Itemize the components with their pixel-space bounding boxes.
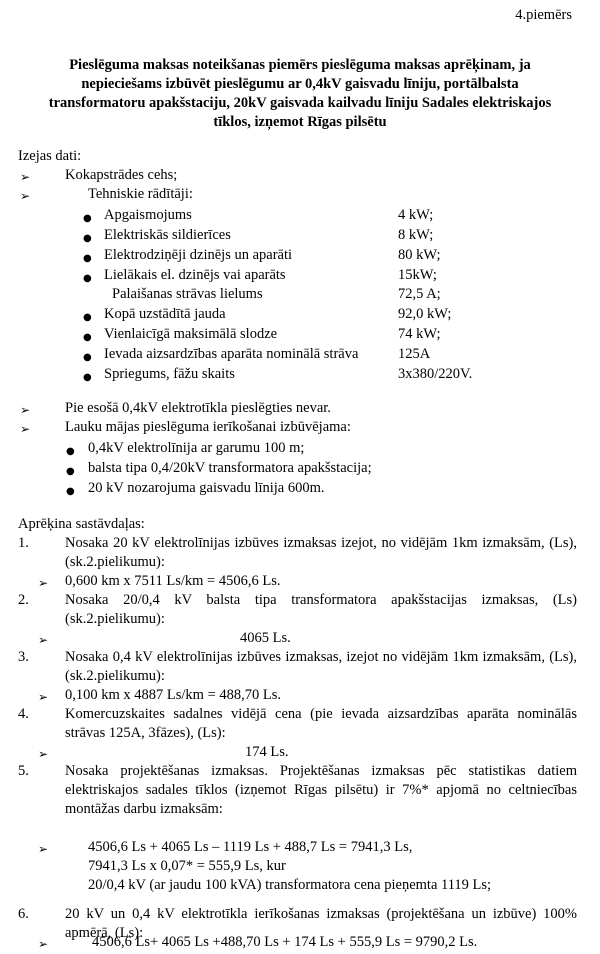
param-label: Lielākais el. dzinējs vai aparāts (104, 267, 286, 283)
param-value: 8 kW; (398, 227, 434, 243)
title-line: transformatoru apakšstaciju, 20kV gaisvada kailvadu līniju Sadales elektriskajos (48, 95, 552, 111)
step-text: Nosaka 20 kV elektrolīnijas izbūves izmaksas izejot, no vidējām 1km izmaksām, (Ls), (sk.2.pielikumu): (65, 535, 577, 570)
step-result: 4506,6 Ls+ 4065 Ls +488,70 Ls + 174 Ls + 555,9 Ls = 9790,2 Ls. (92, 934, 478, 950)
arrow-icon: ➢ (38, 576, 49, 590)
build-item: 0,4kV elektrolīnija ar garumu 100 m; (88, 440, 305, 456)
arrow-icon: ➢ (38, 690, 49, 704)
step-number: 6. (18, 906, 29, 922)
param-label: Ievada aizsardzības aparāta nominālā strāva (104, 346, 359, 362)
arrow-icon: ➢ (20, 422, 31, 436)
bullet-icon: ● (83, 312, 92, 323)
title-line: nepieciešams izbūvēt pieslēgumu ar 0,4kV gaisvadu līniju, portālbalsta (81, 76, 519, 92)
input-item: Pie esošā 0,4kV elektrotīkla pieslēgties nevar. (65, 400, 331, 416)
step-result: 0,100 km x 4887 Ls/km = 488,70 Ls. (65, 687, 282, 703)
arrow-icon: ➢ (38, 842, 49, 856)
step-result-line: 20/0,4 kV (ar jaudu 100 kVA) transformatora cena pieņemta 1119 Ls; (88, 877, 492, 893)
param-label: Elektriskās sildierīces (104, 227, 231, 243)
calc-heading: Aprēķina sastāvdaļas: (18, 516, 145, 532)
input-item: Lauku mājas pieslēguma ierīkošanai izbūvējama: (65, 419, 351, 435)
arrow-icon: ➢ (20, 170, 31, 184)
step-text: 20 kV un 0,4 kV elektrotīkla ierīkošanas izmaksas (projektēšana un izbūve) 100% apmērā, (Ls): (65, 906, 577, 941)
param-value: 3x380/220V. (398, 366, 473, 382)
param-label: Spriegums, fāžu skaits (104, 366, 235, 382)
bullet-icon: ● (83, 352, 92, 363)
step-text: Komercuzskaites sadalnes vidējā cena (pie ievada aizsardzības aparāta nominālās strāvas 125A, 3fāzes), (Ls): (65, 706, 577, 741)
title-line: Pieslēguma maksas noteikšanas piemērs pieslēguma maksas aprēķinam, ja (69, 57, 531, 73)
arrow-icon: ➢ (38, 633, 49, 647)
param-label: Palaišanas strāvas lielums (112, 286, 263, 302)
input-heading: Izejas dati: (18, 148, 82, 164)
step-number: 4. (18, 706, 29, 722)
arrow-icon: ➢ (38, 937, 49, 951)
bullet-icon: ● (83, 213, 92, 224)
bullet-icon: ● (83, 372, 92, 383)
document-title (20, 56, 580, 132)
title-line: tīklos, izņemot Rīgas pilsētu (213, 114, 387, 130)
param-value: 15kW; (398, 267, 437, 283)
step-text: Nosaka projektēšanas izmaksas. Projektēšanas izmaksas pēc statistikas datiem elektriskajos sadales tīklos (izņemot Rīgas pilsētu) ir 7%* apjomā no celtniecības montāžas darbu izmaksām: (65, 763, 577, 817)
step-text: Nosaka 20/0,4 kV balsta tipa transformatora apakšstacijas izmaksas, (Ls) (sk.2.pielikumu): (65, 592, 577, 627)
arrow-icon: ➢ (20, 403, 31, 417)
bullet-icon: ● (66, 446, 75, 457)
arrow-icon: ➢ (20, 189, 31, 203)
step-number: 5. (18, 763, 29, 779)
step-result: 174 Ls. (245, 744, 289, 760)
param-label: Kopā uzstādītā jauda (104, 306, 226, 322)
param-value: 4 kW; (398, 207, 434, 223)
input-item: Kokapstrādes cehs; (65, 167, 178, 183)
bullet-icon: ● (66, 486, 75, 497)
step-result: 4065 Ls. (240, 630, 291, 646)
step-number: 3. (18, 649, 29, 665)
bullet-icon: ● (66, 466, 75, 477)
bullet-icon: ● (83, 273, 92, 284)
param-value: 80 kW; (398, 247, 441, 263)
param-label: Elektrodziņēji dzinējs un aparāti (104, 247, 293, 263)
step-result: 0,600 km x 7511 Ls/km = 4506,6 Ls. (65, 573, 281, 589)
param-value: 72,5 A; (398, 286, 441, 302)
step-number: 2. (18, 592, 29, 608)
step-number: 1. (18, 535, 29, 551)
bullet-icon: ● (83, 332, 92, 343)
input-item: Tehniskie rādītāji: (88, 186, 193, 202)
bullet-icon: ● (83, 253, 92, 264)
arrow-icon: ➢ (38, 747, 49, 761)
corner-label: 4.piemērs (515, 7, 572, 23)
step-result-line: 4506,6 Ls + 4065 Ls – 1119 Ls + 488,7 Ls = 7941,3 Ls, (88, 839, 413, 855)
param-label: Vienlaicīgā maksimālā slodze (104, 326, 278, 342)
param-value: 125A (398, 346, 431, 362)
param-value: 92,0 kW; (398, 306, 452, 322)
build-item: 20 kV nozarojuma gaisvadu līnija 600m. (88, 480, 325, 496)
bullet-icon: ● (83, 233, 92, 244)
step-result-line: 7941,3 Ls x 0,07* = 555,9 Ls, kur (88, 858, 286, 874)
param-label: Apgaismojums (104, 207, 192, 223)
param-value: 74 kW; (398, 326, 441, 342)
build-item: balsta tipa 0,4/20kV transformatora apakšstacija; (88, 460, 372, 476)
step-text: Nosaka 0,4 kV elektrolīnijas izbūves izmaksas, izejot no vidējām 1km izmaksām, (Ls), (sk.2.pielikumu): (65, 649, 577, 684)
